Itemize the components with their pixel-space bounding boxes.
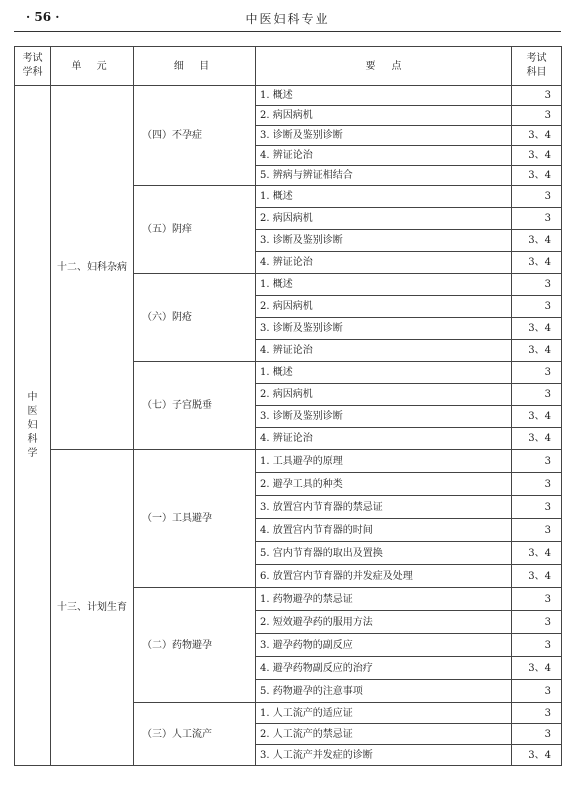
point-cell: 3. 避孕药物的副反应 [256, 634, 512, 657]
level-cell: 3 [512, 703, 562, 724]
point-cell: 3. 诊断及鉴别诊断 [256, 230, 512, 252]
level-cell: 3 [512, 186, 562, 208]
point-cell: 5. 药物避孕的注意事项 [256, 680, 512, 703]
level-cell: 3 [512, 86, 562, 106]
point-cell: 3. 诊断及鉴别诊断 [256, 126, 512, 146]
level-cell: 3 [512, 296, 562, 318]
level-cell: 3 [512, 384, 562, 406]
level-cell: 3、4 [512, 406, 562, 428]
level-cell: 3 [512, 473, 562, 496]
header-subject: 考试学科 [15, 47, 51, 86]
point-cell: 4. 避孕药物副反应的治疗 [256, 657, 512, 680]
point-cell: 1. 工具避孕的原理 [256, 450, 512, 473]
level-cell: 3 [512, 724, 562, 745]
point-cell: 3. 放置宫内节育器的禁忌证 [256, 496, 512, 519]
unit-13-cell: 十三、计划生育 [51, 450, 134, 766]
topic-drug-contraception: （二）药物避孕 [134, 588, 256, 703]
header-topic: 细 目 [134, 47, 256, 86]
page-header [14, 8, 561, 30]
point-cell: 2. 短效避孕药的服用方法 [256, 611, 512, 634]
point-cell: 1. 概述 [256, 274, 512, 296]
point-cell: 4. 放置宫内节育器的时间 [256, 519, 512, 542]
point-cell: 1. 药物避孕的禁忌证 [256, 588, 512, 611]
syllabus-table [14, 46, 562, 766]
level-cell: 3、4 [512, 318, 562, 340]
page-number: · 56 · [26, 10, 60, 24]
header-rule [14, 31, 561, 32]
point-cell: 4. 辨证论治 [256, 340, 512, 362]
subject-cell: 中医妇科学 [15, 86, 51, 766]
table-row [15, 86, 562, 106]
point-cell: 1. 人工流产的适应证 [256, 703, 512, 724]
level-cell: 3、4 [512, 542, 562, 565]
point-cell: 2. 人工流产的禁忌证 [256, 724, 512, 745]
level-cell: 3、4 [512, 657, 562, 680]
point-cell: 2. 病因病机 [256, 384, 512, 406]
point-cell: 3. 诊断及鉴别诊断 [256, 406, 512, 428]
topic-device-contraception: （一）工具避孕 [134, 450, 256, 588]
level-cell: 3 [512, 450, 562, 473]
point-cell: 1. 概述 [256, 362, 512, 384]
point-cell: 6. 放置宫内节育器的并发症及处理 [256, 565, 512, 588]
point-cell: 2. 病因病机 [256, 106, 512, 126]
topic-prolapse: （七）子宫脱垂 [134, 362, 256, 450]
level-cell: 3 [512, 208, 562, 230]
point-cell: 1. 概述 [256, 186, 512, 208]
point-cell: 3. 人工流产并发症的诊断 [256, 745, 512, 766]
topic-pruritus: （五）阴痒 [134, 186, 256, 274]
level-cell: 3 [512, 496, 562, 519]
header-unit: 单 元 [51, 47, 134, 86]
point-cell: 3. 诊断及鉴别诊断 [256, 318, 512, 340]
level-cell: 3 [512, 362, 562, 384]
level-cell: 3 [512, 274, 562, 296]
unit-12-cell: 十二、妇科杂病 [51, 86, 134, 450]
book-title: 中医妇科专业 [245, 12, 330, 26]
level-cell: 3、4 [512, 230, 562, 252]
header-points: 要 点 [256, 47, 512, 86]
level-cell: 3 [512, 106, 562, 126]
level-cell: 3 [512, 680, 562, 703]
point-cell: 4. 辨证论治 [256, 252, 512, 274]
topic-sore: （六）阴疮 [134, 274, 256, 362]
level-cell: 3、4 [512, 166, 562, 186]
point-cell: 5. 宫内节育器的取出及置换 [256, 542, 512, 565]
point-cell: 4. 辨证论治 [256, 428, 512, 450]
header-level: 考试科目 [512, 47, 562, 86]
point-cell: 2. 避孕工具的种类 [256, 473, 512, 496]
level-cell: 3 [512, 588, 562, 611]
point-cell: 2. 病因病机 [256, 296, 512, 318]
level-cell: 3、4 [512, 146, 562, 166]
level-cell: 3 [512, 611, 562, 634]
topic-infertility: （四）不孕症 [134, 86, 256, 186]
table-header-row [15, 47, 562, 86]
point-cell: 5. 辨病与辨证相结合 [256, 166, 512, 186]
level-cell: 3 [512, 519, 562, 542]
level-cell: 3、4 [512, 126, 562, 146]
level-cell: 3、4 [512, 428, 562, 450]
level-cell: 3、4 [512, 565, 562, 588]
level-cell: 3、4 [512, 252, 562, 274]
level-cell: 3 [512, 634, 562, 657]
level-cell: 3、4 [512, 340, 562, 362]
topic-induced-abortion: （三）人工流产 [134, 703, 256, 766]
point-cell: 1. 概述 [256, 86, 512, 106]
table-row [15, 450, 562, 473]
level-cell: 3、4 [512, 745, 562, 766]
point-cell: 2. 病因病机 [256, 208, 512, 230]
point-cell: 4. 辨证论治 [256, 146, 512, 166]
